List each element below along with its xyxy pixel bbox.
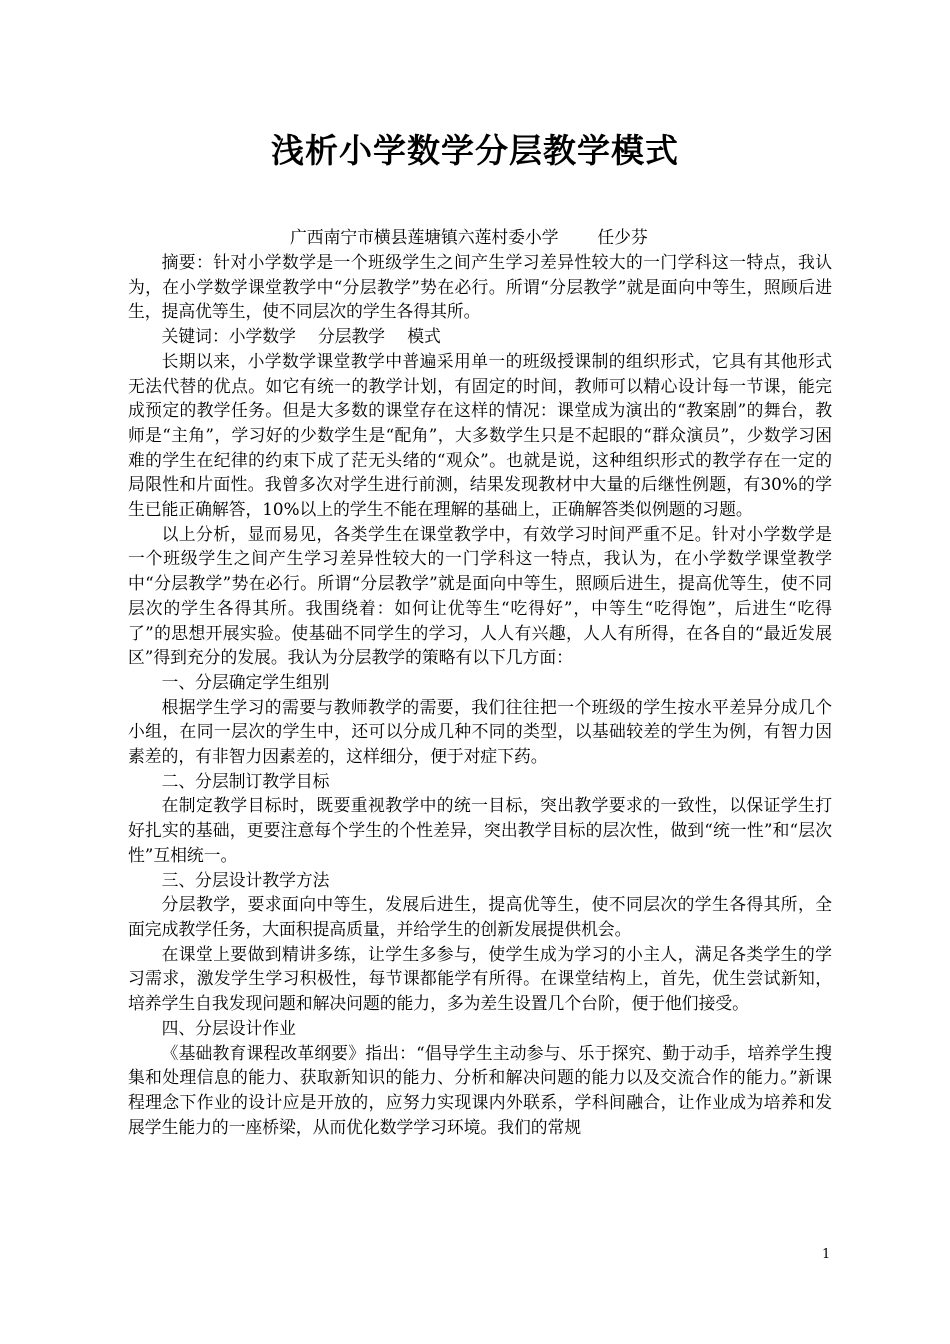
body-paragraph: 根据学生学习的需要与教师教学的需要，我们往往把一个班级的学生按水平差异分成几个小组，在同一层次的学生中，还可以分成几种不同的类型，以基础较差的学生为例，有智力因素差的，有非智力因素差的，这样细分，便于对症下药。 xyxy=(128,696,832,767)
body-paragraph: 在课堂上要做到精讲多练，让学生多参与，使学生成为学习的小主人，满足各类学生的学习需求，激发学生学习积极性，每节课都能学有所得。在课堂结构上，首先，优生尝试新知，培养学生自我发现问题和解决问题的能力，多为差生设置几个台阶，便于他们接受。 xyxy=(128,943,832,1014)
body-paragraph: 以上分析，显而易见，各类学生在课堂教学中，有效学习时间严重不足。针对小学数学是一个班级学生之间产生学习差异性较大的一门学科这一特点，我认为，在小学数学课堂教学中“分层教学”势在必行。所谓“分层教学”就是面向中等生，照顾后进生，提高优等生，使不同层次的学生各得其所。我围绕着：如何让优等生“吃得好”，中等生“吃得饱”，后进生“吃得了”的思想开展实验。使基础不同学生的学习，人人有兴趣，人人有所得，在各自的“最近发展区”得到充分的发展。我认为分层教学的策略有以下几方面： xyxy=(128,523,832,668)
body-paragraph: 分层教学，要求面向中等生，发展后进生，提高优等生，使不同层次的学生各得其所，全面完成教学任务，大面积提高质量，并给学生的创新发展提供机会。 xyxy=(128,894,832,939)
section-heading: 四、分层设计作业 xyxy=(161,1017,296,1038)
page-number: 1 xyxy=(822,1247,831,1262)
section-heading: 二、分层制订教学目标 xyxy=(161,770,330,791)
body-paragraph: 《基础教育课程改革纲要》指出：“倡导学生主动参与、乐于探究、勤于动手，培养学生搜集和处理信息的能力、获取新知识的能力、分析和解决问题的能力以及交流合作的能力。”新课程理念下作业的设计应是开放的，应努力实现课内外联系，学科间融合，让作业成为培养和发展学生能力的一座桥梁，从而优化数学学习环境。我们的常规 xyxy=(128,1042,832,1137)
body-paragraph: 在制定教学目标时，既要重视教学中的统一目标，突出教学要求的一致性，以保证学生打好扎实的基础，更要注意每个学生的个性差异，突出教学目标的层次性，做到“统一性”和“层次性”互相统一。 xyxy=(128,795,832,865)
author-line: 广西南宁市横县莲塘镇六莲村委小学 任少芬 xyxy=(290,227,648,247)
section-heading: 三、分层设计教学方法 xyxy=(161,869,330,890)
body-paragraph: 长期以来，小学数学课堂教学中普遍采用单一的班级授课制的组织形式，它具有其他形式无法代替的优点。如它有统一的教学计划，有固定的时间，教师可以精心设计每一节课，能完成预定的教学任务。但是大多数的课堂存在这样的情况：课堂成为演出的“教案剧”的舞台，教师是“主角”，学习好的少数学生是“配角”，大多数学生只是不起眼的“群众演员”，少数学习困难的学生在纪律的约束下成了茫无头绪的“观众”。也就是说，这种组织形式的教学存在一定的局限性和片面性。我曾多次对学生进行前测，结果发现教材中大量的后继性例题，有30%的学生已能正确解答，10%以上的学生不能在理解的基础上，正确解答类似例题的习题。 xyxy=(128,350,832,520)
document-title: 浅析小学数学分层教学模式 xyxy=(271,131,679,170)
abstract-paragraph: 摘要：针对小学数学是一个班级学生之间产生学习差异性较大的一门学科这一特点，我认为，在小学数学课堂教学中“分层教学”势在必行。所谓“分层教学”就是面向中等生，照顾后进生，提高优等生，使不同层次的学生各得其所。 xyxy=(128,252,832,322)
keywords-line: 关键词：小学数学 分层教学 模式 xyxy=(161,326,441,347)
section-heading: 一、分层确定学生组别 xyxy=(161,671,330,692)
document-body xyxy=(128,250,832,1139)
